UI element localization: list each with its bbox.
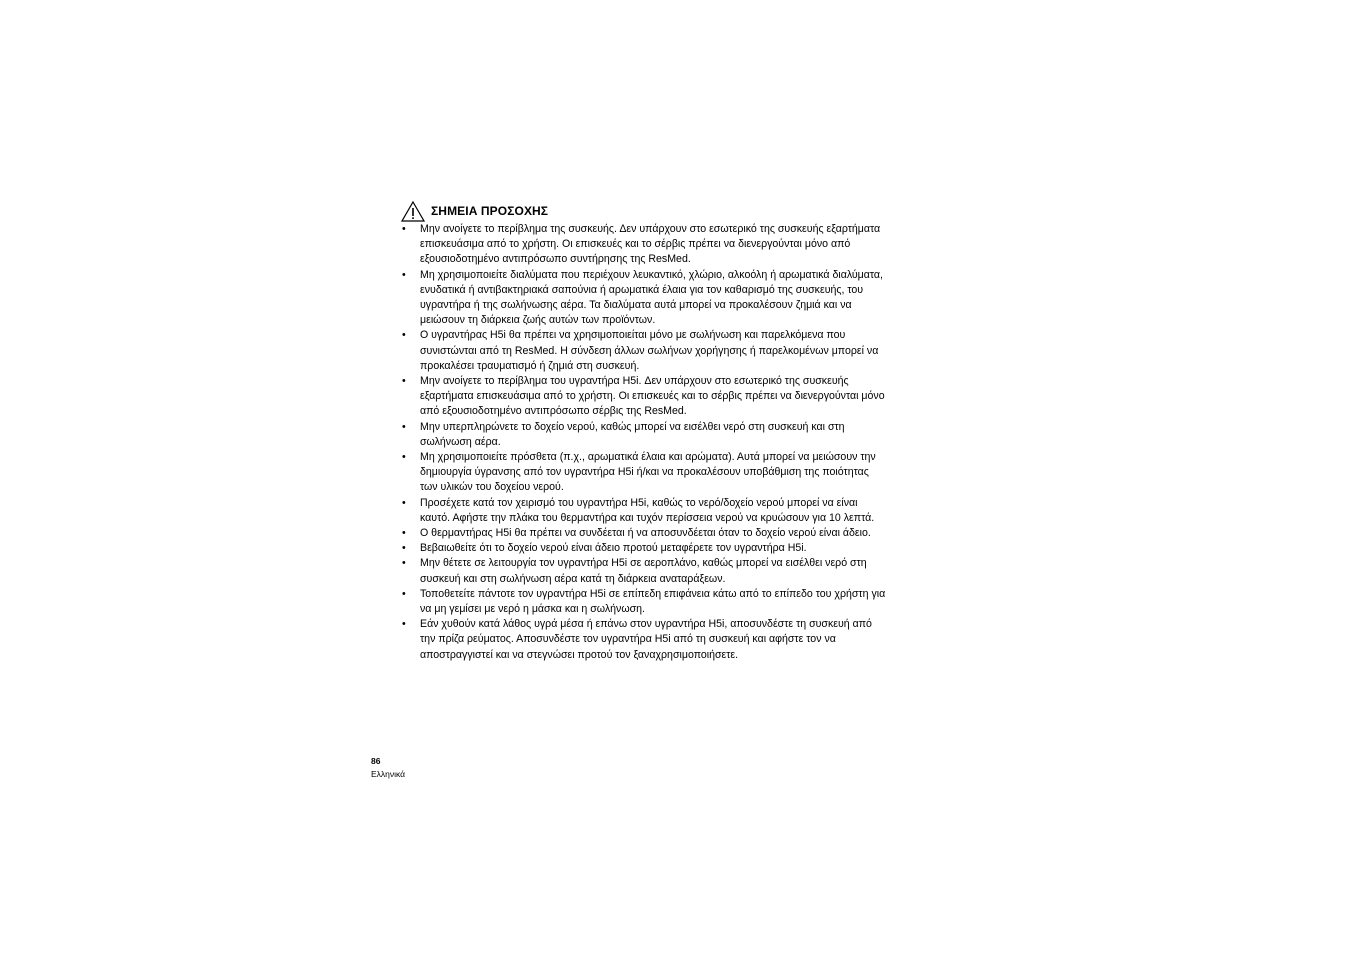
section-header (401, 200, 949, 222)
caution-text-line: υγραντήρα ή της σωλήνωσης αέρα. Τα διαλύματα αυτά μπορεί να προκαλέσουν ζημιά και να (420, 299, 852, 312)
bullet: • (402, 618, 406, 631)
caution-item (401, 556, 949, 586)
bullet: • (402, 268, 406, 281)
caution-item (401, 450, 949, 496)
caution-text-line: επισκευάσιμα από το χρήστη. Οι επισκευές και το σέρβις πρέπει να διενεργούνται μόνο από (420, 238, 851, 251)
caution-text-line: Μη χρησιμοποιείτε διαλύματα που περιέχουν λευκαντικό, χλώριο, αλκοόλη ή αρωματικά διαλύματα, (420, 268, 883, 281)
caution-text-line: Μη χρησιμοποιείτε πρόσθετα (π.χ., αρωματικά έλαια και αρώματα). Αυτά μπορεί να μειώσουν την (420, 451, 876, 464)
caution-text-line: να μη γεμίσει με νερό η μάσκα και η σωλήνωση. (420, 603, 645, 616)
bullet: • (402, 496, 406, 509)
caution-text-line: από εξουσιοδοτημένο αντιπρόσωπο σέρβις της ResMed. (420, 405, 687, 418)
caution-item (401, 328, 949, 374)
caution-item (401, 222, 949, 268)
caution-item (401, 587, 949, 617)
caution-item (401, 541, 949, 556)
page-footer (371, 755, 405, 781)
caution-item (401, 526, 949, 541)
caution-text-line: αποστραγγιστεί και να στεγνώσει προτού τον ξαναχρησιμοποιήσετε. (420, 648, 739, 661)
bullet: • (402, 420, 406, 433)
caution-text-line: προκαλέσει τραυματισμό ή ζημιά στη συσκευή. (420, 359, 640, 372)
caution-text-line: δημιουργία ύγρανσης από τον υγραντήρα H5i ή/και να προκαλέσουν υποβάθμιση της ποιότητας (420, 466, 869, 479)
caution-text-line: συσκευή και στη σωλήνωση αέρα κατά τη διάρκεια αναταράξεων. (420, 572, 726, 585)
caution-text-line: την πρίζα ρεύματος. Αποσυνδέστε τον υγραντήρα H5i από τη συσκευή και αφήστε τον να (420, 633, 836, 646)
bullet: • (402, 542, 406, 555)
caution-text-line: εξαρτήματα επισκευάσιμα από το χρήστη. Οι επισκευές και το σέρβις πρέπει να διενεργούνται μόνο (420, 390, 885, 403)
caution-text-line: Τοποθετείτε πάντοτε τον υγραντήρα H5i σε επίπεδη επιφάνεια κάτω από το επίπεδο του χρήστη για (420, 587, 886, 600)
caution-item (401, 420, 949, 450)
caution-item (401, 268, 949, 329)
page-number: 86 (371, 756, 381, 766)
caution-text-line: σωλήνωση αέρα. (420, 435, 501, 448)
footer-language: Ελληνικά (371, 769, 406, 779)
caution-text-line: συνιστώνται από τη ResMed. Η σύνδεση άλλων σωλήνων χορήγησης ή παρελκομένων μπορεί να (420, 344, 879, 357)
caution-text-line: Βεβαιωθείτε ότι το δοχείο νερού είναι άδειο προτού μεταφέρετε τον υγραντήρα H5i. (420, 542, 807, 555)
cautions-section (401, 200, 949, 663)
bullet: • (402, 557, 406, 570)
caution-text-line: καυτό. Αφήστε την πλάκα του θερμαντήρα και τυχόν περίσσεια νερού να κρυώσουν για 10 λεπτά. (420, 511, 875, 524)
warning-triangle-icon (401, 201, 425, 222)
bullet: • (402, 451, 406, 464)
caution-text-line: Μην ανοίγετε το περίβλημα του υγραντήρα H5i. Δεν υπάρχουν στο εσωτερικό της συσκευής (420, 375, 849, 388)
section-title: ΣΗΜΕΙΑ ΠΡΟΣΟΧΗΣ (431, 204, 549, 218)
caution-text-line: Μην θέτετε σε λειτουργία τον υγραντήρα H5i σε αεροπλάνο, καθώς μπορεί να εισέλθει νερό στη (420, 557, 867, 570)
bullet: • (402, 329, 406, 342)
caution-text-line: ενυδατικά ή αντιβακτηριακά σαπούνια ή αρωματικά έλαια για τον καθαρισμό της συσκευής, του (420, 283, 864, 296)
caution-text-line: εξουσιοδοτημένο αντιπρόσωπο συντήρησης της ResMed. (420, 253, 691, 266)
caution-text-line: μειώσουν τη διάρκεια ζωής αυτών των προϊόντων. (420, 314, 656, 327)
bullet: • (402, 527, 406, 540)
bullet: • (402, 223, 406, 235)
caution-text-line: των υλικών του δοχείου νερού. (420, 481, 564, 494)
caution-item (401, 617, 949, 663)
caution-item (401, 496, 949, 526)
caution-list (401, 222, 949, 663)
bullet: • (402, 375, 406, 388)
caution-text-line: Ο υγραντήρας H5i θα πρέπει να χρησιμοποιείται μόνο με σωλήνωση και παρελκόμενα που (420, 329, 846, 342)
bullet: • (402, 587, 406, 600)
caution-text-line: Εάν χυθούν κατά λάθος υγρά μέσα ή επάνω στον υγραντήρα H5i, αποσυνδέστε τη συσκευή από (420, 618, 872, 631)
caution-item (401, 374, 949, 420)
caution-text-line: Μην υπερπληρώνετε το δοχείο νερού, καθώς μπορεί να εισέλθει νερό στη συσκευή και στη (420, 420, 845, 433)
caution-text-line: Μην ανοίγετε το περίβλημα της συσκευής. Δεν υπάρχουν στο εσωτερικό της συσκευής εξαρτήματα (420, 223, 881, 235)
caution-text-line: Προσέχετε κατά τον χειρισμό του υγραντήρα H5i, καθώς το νερό/δοχείο νερού μπορεί να είναι (420, 496, 858, 509)
caution-text-line: Ο θερμαντήρας H5i θα πρέπει να συνδέεται ή να αποσυνδέεται όταν το δοχείο νερού είναι άδειο. (420, 527, 871, 540)
